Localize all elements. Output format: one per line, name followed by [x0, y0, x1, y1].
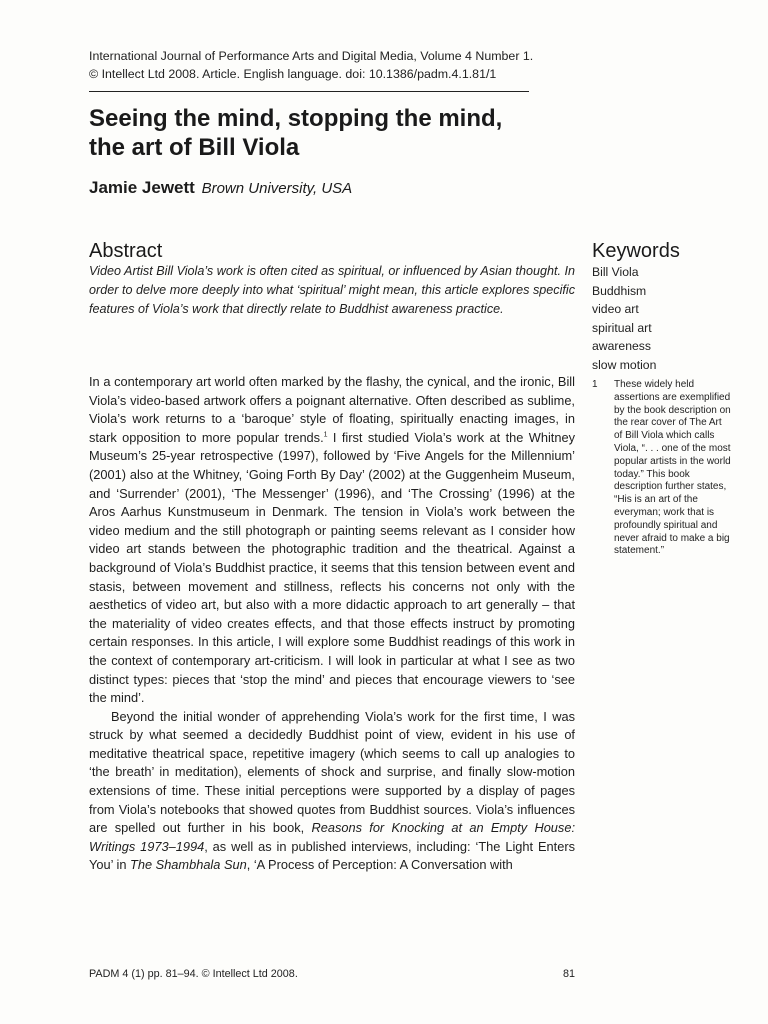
footnote [592, 379, 732, 558]
article-body [89, 373, 575, 875]
body-p1-text-a: In a contemporary art world often marked by the flashy, the cynical, and the ironic, Bill Viola’s video-based artwork offers a poignant alternative. Often described as sublime, Viola’s work returns to a ‘baroque’ style of floating, spiritually enacting images, in stark opposition to more popular trends. [89, 374, 575, 445]
body-p2-text-b: , as well as in published interviews, including: ‘The Light Enters You’ in [89, 838, 576, 873]
keyword-item: awareness [592, 339, 651, 354]
author-name: Jamie Jewett [89, 178, 195, 197]
title-line-1: Seeing the mind, stopping the mind, [89, 105, 503, 132]
body-p1-text-b: I first studied Viola’s work at the Whitney Museum’s 25-year retrospective (1997), followed by ‘Five Angels for the Millennium’ (2001) also at the Whitney, ‘Going Forth By Day’ (2002) at the Guggenheim Museum, and ‘Surrender’ (2001), ‘The Messenger’ (1996), and ‘The Crossing’ (1996) at the Aros Aarhus Kunstmuseum in Denmark. The tension in Viola’s work between the video medium and the still photograph or painting seems relevant as I consider how video art stands between the photographic tradition and the theatrical. Against a background of Viola’s Buddhist practice, it seems that this tension between event and stasis, between movement and stillness, reflects his concerns not only with the aesthetics of video art, but also with a more didactic approach to art generally – that the materiality of video creates effects, and that those effects instruct by promoting certain responses. In this article, I will explore some Buddhist readings of this work in the context of contemporary art-criticism. I will look in particular at what I see as two distinct types: pieces that ‘stop the mind’ and pieces that encourage viewers to ‘see the mind’. [89, 429, 575, 706]
magazine-title: The Shambhala Sun [130, 857, 247, 873]
page-number: 81 [562, 968, 575, 980]
journal-header [89, 47, 559, 83]
footnote-number: 1 [592, 379, 598, 390]
book-title: Reasons for Knocking at an Empty House: Writings 1973–1994 [89, 820, 575, 854]
keywords-heading: Keywords [592, 240, 680, 262]
author-affiliation: Brown University, USA [201, 180, 353, 197]
article-title [89, 104, 569, 162]
journal-line: International Journal of Performance Arts and Digital Media, Volume 4 Number 1. [89, 49, 534, 63]
keyword-item: video art [592, 302, 639, 317]
abstract-text: Video Artist Bill Viola’s work is often cited as spiritual, or influenced by Asian thought. In order to delve more deeply into what ‘spiritual’ might mean, this article explores specific features of Viola’s work that directly relate to Buddhist awareness practice. [89, 264, 575, 316]
body-p2-text-a: Beyond the initial wonder of apprehending Viola’s work for the first time, I was struck by what seemed a decidedly Buddhist point of view, evident in his use of meditative theatrical space, repetitive imagery (which seems to call up analogies to ‘the breath’ in meditation), elements of shock and surprise, and finally slow-motion extensions of time. These initial perceptions were supported by a display of pages from Viola’s notebooks that showed quotes from Buddhist sources. Viola’s influences are spelled out further in his book, [89, 708, 575, 836]
keywords-list [592, 263, 656, 375]
keyword-item: Bill Viola [592, 265, 639, 279]
keyword-item: Buddhism [592, 283, 647, 298]
header-rule [89, 91, 529, 92]
keyword-item: spiritual art [592, 320, 652, 335]
body-paragraph-1 [89, 373, 575, 708]
footnote-text: These widely held assertions are exemplified by the book description on the rear cover of The Art of Bill Viola which calls Viola, “. . . one of the most popular artists in the world today.” This book description further states, “His is an art of the everyman; work that is profoundly spiritual and never afraid to make a big statement.” [614, 379, 731, 557]
body-p2-text-c: , ‘A Process of Perception: A Conversation with [246, 857, 513, 873]
footnote-reference[interactable]: 1 [323, 431, 328, 439]
footer-citation: PADM 4 (1) pp. 81–94. © Intellect Ltd 2008. [89, 968, 298, 980]
keyword-item: slow motion [592, 357, 657, 372]
byline [89, 178, 352, 198]
copyright-line: © Intellect Ltd 2008. Article. English language. doi: 10.1386/padm.4.1.81/1 [89, 67, 497, 81]
body-paragraph-2 [89, 708, 575, 875]
title-line-2: the art of Bill Viola [89, 134, 300, 161]
abstract-heading: Abstract [89, 240, 163, 262]
